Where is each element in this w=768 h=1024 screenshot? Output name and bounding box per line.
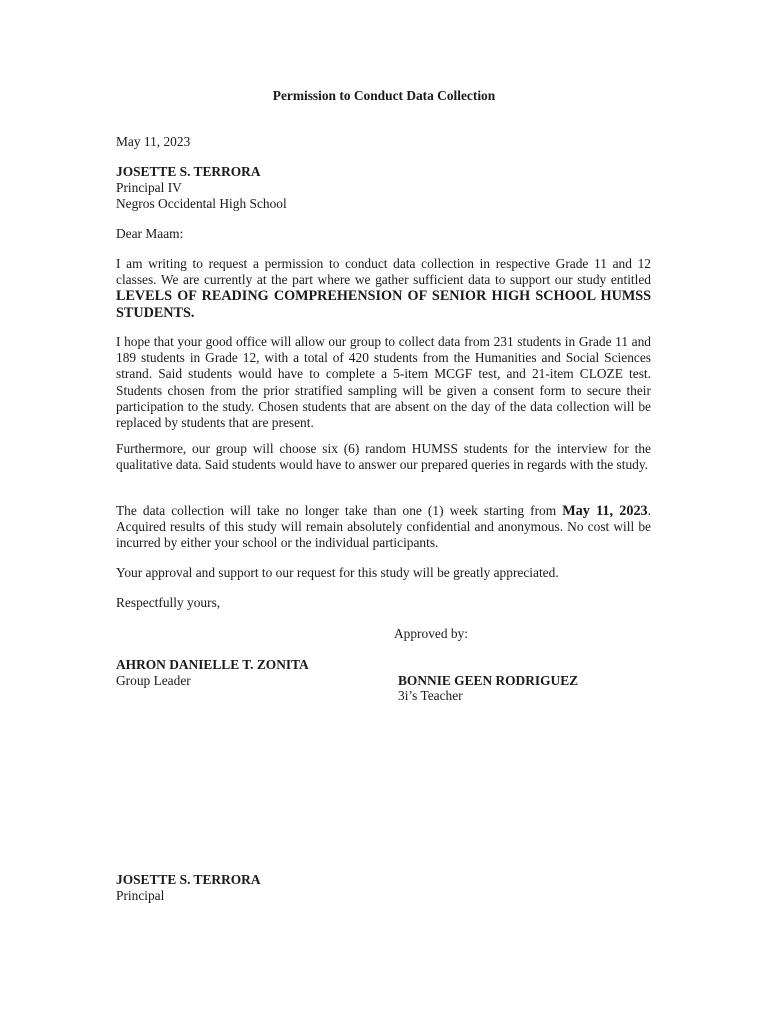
recipient-name: JOSETTE S. TERRORA: [116, 164, 261, 179]
principal-signature-role: Principal: [116, 888, 165, 903]
start-date: May 11, 2023: [562, 503, 648, 519]
salutation: Dear Maam:: [116, 226, 184, 241]
recipient-school: Negros Occidental High School: [116, 196, 287, 211]
paragraph-interview: [116, 441, 651, 473]
paragraph-request-text: I am writing to request a permission to conduct data collection in respective Grade 11 and 12 classes. We are currently at the part where we gather sufficient data to support our study entitled: [116, 256, 651, 288]
teacher-name: BONNIE GEEN RODRIGUEZ: [398, 673, 579, 688]
paragraph-interview-text: Furthermore, our group will choose six (6) random HUMSS students for the interview for the qualitative data. Said students would have to answer our prepared queries in regards with the study.: [116, 441, 651, 473]
paragraph-timeline-text: The data collection will take no longer take than one (1) week starting from: [116, 503, 563, 518]
approved-by-label: Approved by:: [394, 626, 469, 641]
paragraph-timeline-rest: . Acquired results of this study will remain absolutely confidential and anonymous. No cost will be incurred by either your school or the individual participants.: [116, 503, 651, 551]
letter-title: Permission to Conduct Data Collection: [272, 88, 496, 103]
paragraph-request: [116, 256, 651, 321]
sender-role: Group Leader: [116, 673, 191, 688]
teacher-role: 3i’s Teacher: [398, 688, 463, 703]
study-title: LEVELS OF READING COMPREHENSION OF SENIOR HIGH SCHOOL HUMSS STUDENTS.: [116, 288, 651, 321]
sender-name: AHRON DANIELLE T. ZONITA: [116, 657, 309, 672]
letter-date: May 11, 2023: [116, 134, 191, 149]
principal-signature-name: JOSETTE S. TERRORA: [116, 872, 261, 887]
closing: Respectfully yours,: [116, 595, 221, 610]
paragraph-appreciation: Your approval and support to our request for this study will be greatly appreciated.: [116, 565, 559, 580]
paragraph-details-text: I hope that your good office will allow our group to collect data from 231 students in Grade 11 and 189 students in Grade 12, with a total of 420 students from the Humanities and Social Sciences strand. Said students would have to complete a 5-item MCGF test, and 21-item CLOZE test. Students chosen from the prior stratified sampling will be given a consent form to secure their participation to the study. Chosen students that are absent on the day of the data collection will be replaced by students that are present.: [116, 334, 651, 431]
paragraph-timeline: [116, 503, 651, 552]
paragraph-details: [116, 334, 651, 431]
recipient-position: Principal IV: [116, 180, 182, 195]
